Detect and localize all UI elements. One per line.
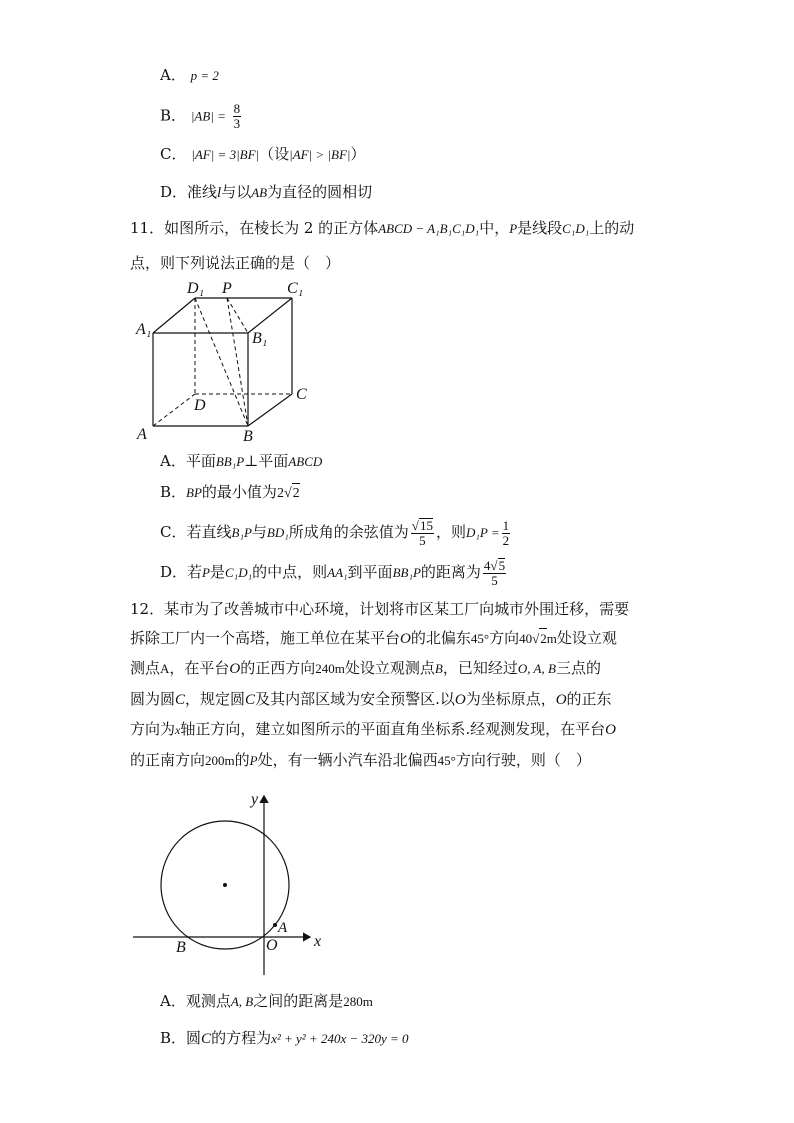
text: ，则	[435, 523, 466, 541]
text: 之间的距离是	[253, 992, 344, 1010]
math: BB₁P	[392, 565, 421, 580]
text: ⊥平面	[244, 452, 289, 470]
math: ABCD − A₁B₁C₁D₁	[378, 221, 480, 236]
text: 拆除工厂内一个高塔，施工单位在某平台	[130, 629, 401, 647]
text: 的正南方向	[130, 751, 206, 769]
q12-stem-line2: 拆除工厂内一个高塔，施工单位在某平台O的北偏东45°方向40√2m处设立观	[130, 629, 617, 647]
denominator: 2	[502, 532, 510, 548]
denominator: 3	[233, 116, 241, 131]
text: 处设立观	[556, 629, 617, 647]
text: 及其内部区域为安全预警区.以	[255, 690, 455, 708]
text: 处，有一辆小汽车沿北偏西	[257, 751, 438, 769]
math: C	[201, 1031, 212, 1047]
equation: x² + y² + 240x − 320y = 0	[271, 1031, 409, 1046]
label-a1: A₁	[136, 321, 152, 338]
text: 方向	[489, 629, 520, 647]
q11-option-a	[160, 451, 322, 472]
text: ，已知经过	[442, 659, 518, 677]
text: 是线段	[517, 219, 563, 237]
numerator: 8	[233, 101, 241, 116]
radicand: 15	[419, 518, 433, 533]
fraction: $\frac{4√5}{5}$	[483, 558, 506, 588]
edge-ad-hidden	[153, 394, 195, 426]
math: 280m	[343, 994, 373, 1009]
option-label: A．	[160, 992, 186, 1010]
paren-open: （设	[259, 145, 290, 163]
math: O	[605, 722, 616, 738]
q12-stem-line6	[130, 750, 591, 771]
q11-option-c	[160, 518, 512, 548]
edge-cb	[248, 394, 292, 426]
option-expr: |AB| =	[190, 108, 226, 124]
math: C₁D₁	[225, 565, 253, 580]
text: 的	[234, 751, 250, 769]
text: 测点	[130, 659, 161, 677]
q10-option-b	[160, 102, 243, 131]
math: O, A, B	[517, 661, 556, 676]
math: BB₁P	[215, 454, 245, 469]
seg-pb	[227, 298, 248, 426]
option-label: D．	[160, 183, 188, 201]
question-number: 11．	[130, 219, 165, 237]
option-expr: |AF| = 3|BF|	[191, 147, 260, 162]
math: O	[400, 631, 411, 647]
text: 轴正方向，建立如图所示的平面直角坐标系.经观测发现，在平台	[180, 720, 606, 738]
option-label: D．	[160, 563, 188, 581]
label-a: A	[278, 920, 288, 936]
math: AB	[251, 185, 268, 200]
point-a	[273, 923, 277, 927]
text: 三点的	[555, 659, 601, 677]
label-o: O	[266, 937, 278, 954]
q11-stem-line2	[130, 253, 340, 273]
label-x: x	[314, 933, 322, 950]
q11-option-d	[160, 558, 508, 588]
text: 方向行驶，则（ ）	[455, 751, 591, 769]
q12-option-b	[160, 1028, 409, 1049]
text: 所成角的余弦值为	[288, 523, 409, 541]
text: 圆	[186, 1029, 202, 1047]
math: B	[434, 661, 443, 676]
circle-c	[161, 821, 289, 949]
q12-stem-line5	[130, 719, 616, 740]
question-number: 12．	[130, 600, 165, 618]
math: O	[555, 692, 567, 708]
q12-option-a	[160, 991, 373, 1012]
text: 若	[187, 563, 203, 581]
math: 45°	[437, 753, 456, 768]
option-label: A．	[160, 452, 186, 470]
label-b1: B₁	[252, 330, 268, 347]
label-a: A	[137, 426, 147, 443]
text: 平面	[185, 452, 216, 470]
label-d1: D₁	[187, 280, 205, 297]
q12-stem-line3	[130, 658, 601, 679]
math: 240m	[315, 661, 345, 676]
coefficient: 4	[483, 558, 491, 573]
text: 是	[210, 563, 226, 581]
text: 为坐标原点，	[465, 690, 556, 708]
math: ABCD	[288, 454, 323, 469]
text: 的正西方向	[240, 659, 316, 677]
math: C	[175, 692, 186, 708]
q12-stem-line4	[130, 689, 612, 710]
math: 40	[519, 631, 533, 646]
text: 某市为了改善城市中心环境，计划将市区某工厂向城市外围迁移，需要	[164, 600, 630, 618]
label-p: P	[222, 280, 232, 297]
math: B₁P	[231, 525, 252, 540]
text: 若直线	[186, 523, 232, 541]
condition-expr: |AF| > |BF|	[289, 147, 351, 162]
text: 方向为	[130, 720, 176, 738]
text: 准线	[187, 183, 218, 201]
text: 如图所示，在棱长为 2 的正方体	[164, 219, 379, 237]
math: AA₁	[327, 565, 348, 580]
text: ，规定圆	[185, 690, 246, 708]
text: 为直径的圆相切	[267, 183, 373, 201]
label-y: y	[251, 791, 259, 808]
edge-c1b1	[248, 298, 292, 333]
radicand: 5	[498, 558, 506, 573]
fraction	[233, 102, 242, 131]
text: 处设立观测点	[344, 659, 435, 677]
math: C₁D₁	[562, 221, 590, 236]
option-label: C．	[160, 145, 187, 163]
label-b: B	[243, 428, 253, 445]
text: 的北偏东	[410, 629, 471, 647]
numerator: 1	[502, 517, 510, 533]
math: C	[245, 692, 256, 708]
text: ，在平台	[169, 659, 230, 677]
option-label: B．	[160, 106, 187, 125]
math: A	[160, 661, 170, 676]
text: 的方程为	[211, 1029, 272, 1047]
unit: m	[546, 631, 557, 646]
text: 的最小值为	[201, 483, 277, 501]
text: 的中点，则	[252, 563, 328, 581]
math: P	[202, 565, 210, 580]
math: P	[249, 753, 258, 768]
text: 与以	[221, 183, 252, 201]
fraction	[502, 519, 511, 548]
center-point	[223, 883, 227, 887]
text: 点，则下列说法正确的是（ ）	[130, 254, 341, 272]
q10-option-c	[160, 144, 365, 165]
math: A, B	[230, 994, 254, 1009]
text: 与	[251, 523, 267, 541]
fraction: $\frac{√15}{5}$	[411, 518, 433, 548]
label-d: D	[194, 397, 206, 414]
math: O	[229, 661, 241, 677]
text: 的距离为	[420, 563, 481, 581]
math: 200m	[205, 753, 235, 768]
q11-stem-line1	[130, 218, 634, 239]
option-label: C．	[160, 523, 187, 541]
text: 的正东	[566, 690, 612, 708]
math: O	[454, 692, 466, 708]
paren-close: ）	[350, 145, 366, 163]
option-label: B．	[160, 483, 187, 501]
option-label: A．	[160, 66, 186, 84]
option-expr: p = 2	[190, 68, 219, 83]
radicand: 2	[292, 483, 300, 504]
option-label: B．	[160, 1029, 187, 1047]
text: 观测点	[185, 992, 231, 1010]
q10-option-a	[160, 65, 219, 86]
math: BP	[186, 485, 202, 500]
math: 45°	[470, 631, 490, 646]
math: BD₁	[266, 525, 289, 540]
q10-option-d	[160, 182, 372, 203]
math: x	[175, 723, 181, 737]
text: 中，	[479, 219, 510, 237]
math: l	[217, 185, 222, 201]
denominator: 5	[491, 573, 498, 588]
math: 2	[276, 486, 284, 501]
diag-d1b	[195, 298, 248, 426]
label-c: C	[296, 386, 307, 403]
text: 到平面	[347, 563, 393, 581]
q12-stem-line1	[130, 599, 629, 619]
label-b: B	[176, 939, 186, 956]
text: 上的动	[589, 219, 635, 237]
math: P	[509, 221, 518, 236]
denominator: 5	[419, 533, 426, 548]
edge-a1d1	[153, 298, 195, 333]
math: D₁P =	[465, 525, 500, 540]
q11-option-b: B．BP的最小值为2√2	[160, 482, 300, 504]
seg-pb1	[227, 298, 248, 333]
label-c1: C₁	[287, 280, 304, 297]
radicand: 2	[539, 628, 547, 649]
text: 圆为圆	[130, 690, 176, 708]
